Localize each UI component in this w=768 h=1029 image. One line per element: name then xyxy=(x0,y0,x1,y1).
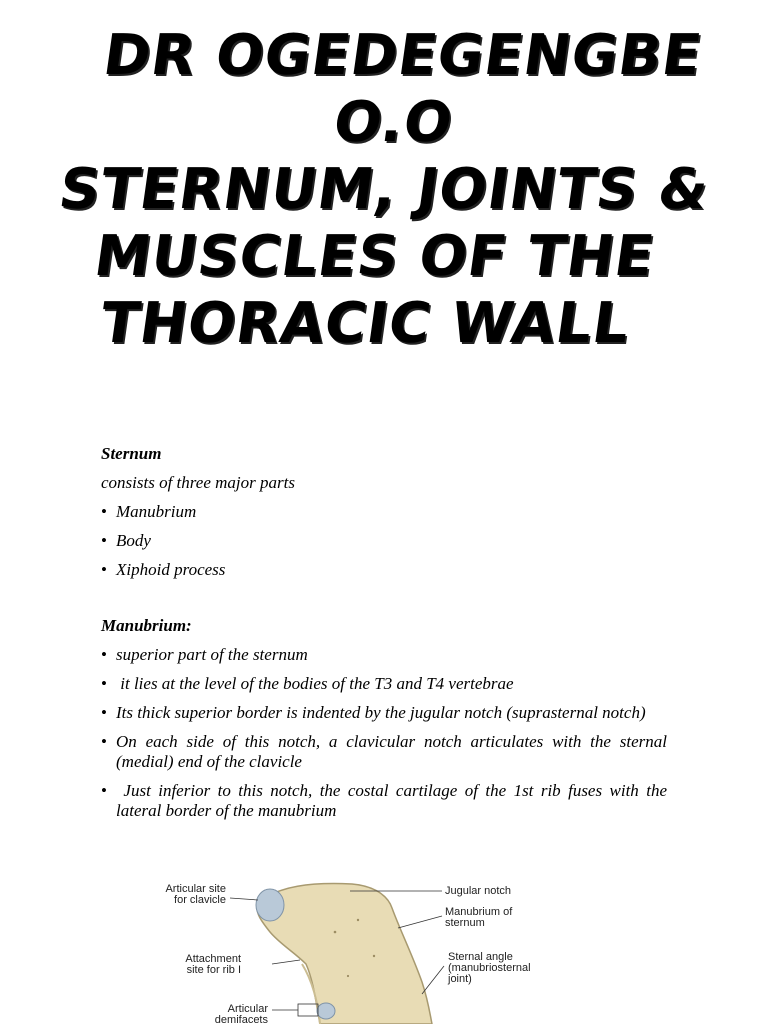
list-item: • Xiphoid process xyxy=(101,560,667,580)
document-body xyxy=(101,444,667,821)
list-item: • superior part of the sternum xyxy=(101,645,667,665)
section-heading-sternum: Sternum xyxy=(101,444,162,463)
manubrium-figure xyxy=(130,872,600,1024)
title-line-5: THORACIC WALL xyxy=(96,291,635,356)
list-item: • On each side of this notch, a clavicular notch articulates with the sternal (medial) end of the clavicle xyxy=(101,732,667,772)
title-line-3: STERNUM, JOINTS & xyxy=(55,157,713,222)
list-item: • Body xyxy=(101,531,667,551)
label-jugular-notch: Jugular notch xyxy=(445,885,512,897)
articular-demifacet xyxy=(317,1003,335,1019)
title-line-2: O.O xyxy=(329,90,458,155)
label-articular-demifacets: Articular demifacets xyxy=(214,1003,268,1026)
list-item: • it lies at the level of the bodies of the T3 and T4 vertebrae xyxy=(101,674,667,694)
sternum-intro: consists of three major parts xyxy=(101,473,295,492)
label-sternal-angle: Sternal angle (manubriosternal joint) xyxy=(448,951,531,985)
label-articular-site: Articular site for clavicle xyxy=(165,883,226,906)
label-manubrium-of-sternum: Manubrium of sternum xyxy=(445,906,513,929)
list-item: • Just inferior to this notch, the costal cartilage of the 1st rib fuses with the lateral border of the manubrium xyxy=(101,781,667,821)
title-line-1: DR OGEDEGENGBE xyxy=(99,23,707,88)
label-attachment-site: Attachment site for rib I xyxy=(185,953,241,976)
list-item: • Its thick superior border is indented by the jugular notch (suprasternal notch) xyxy=(101,703,667,723)
title-line-4: MUSCLES OF THE xyxy=(90,224,659,289)
document-title xyxy=(0,22,768,357)
section-heading-manubrium: Manubrium: xyxy=(101,616,192,635)
list-item: • Manubrium xyxy=(101,502,667,522)
clavicular-articular-site xyxy=(256,889,284,921)
